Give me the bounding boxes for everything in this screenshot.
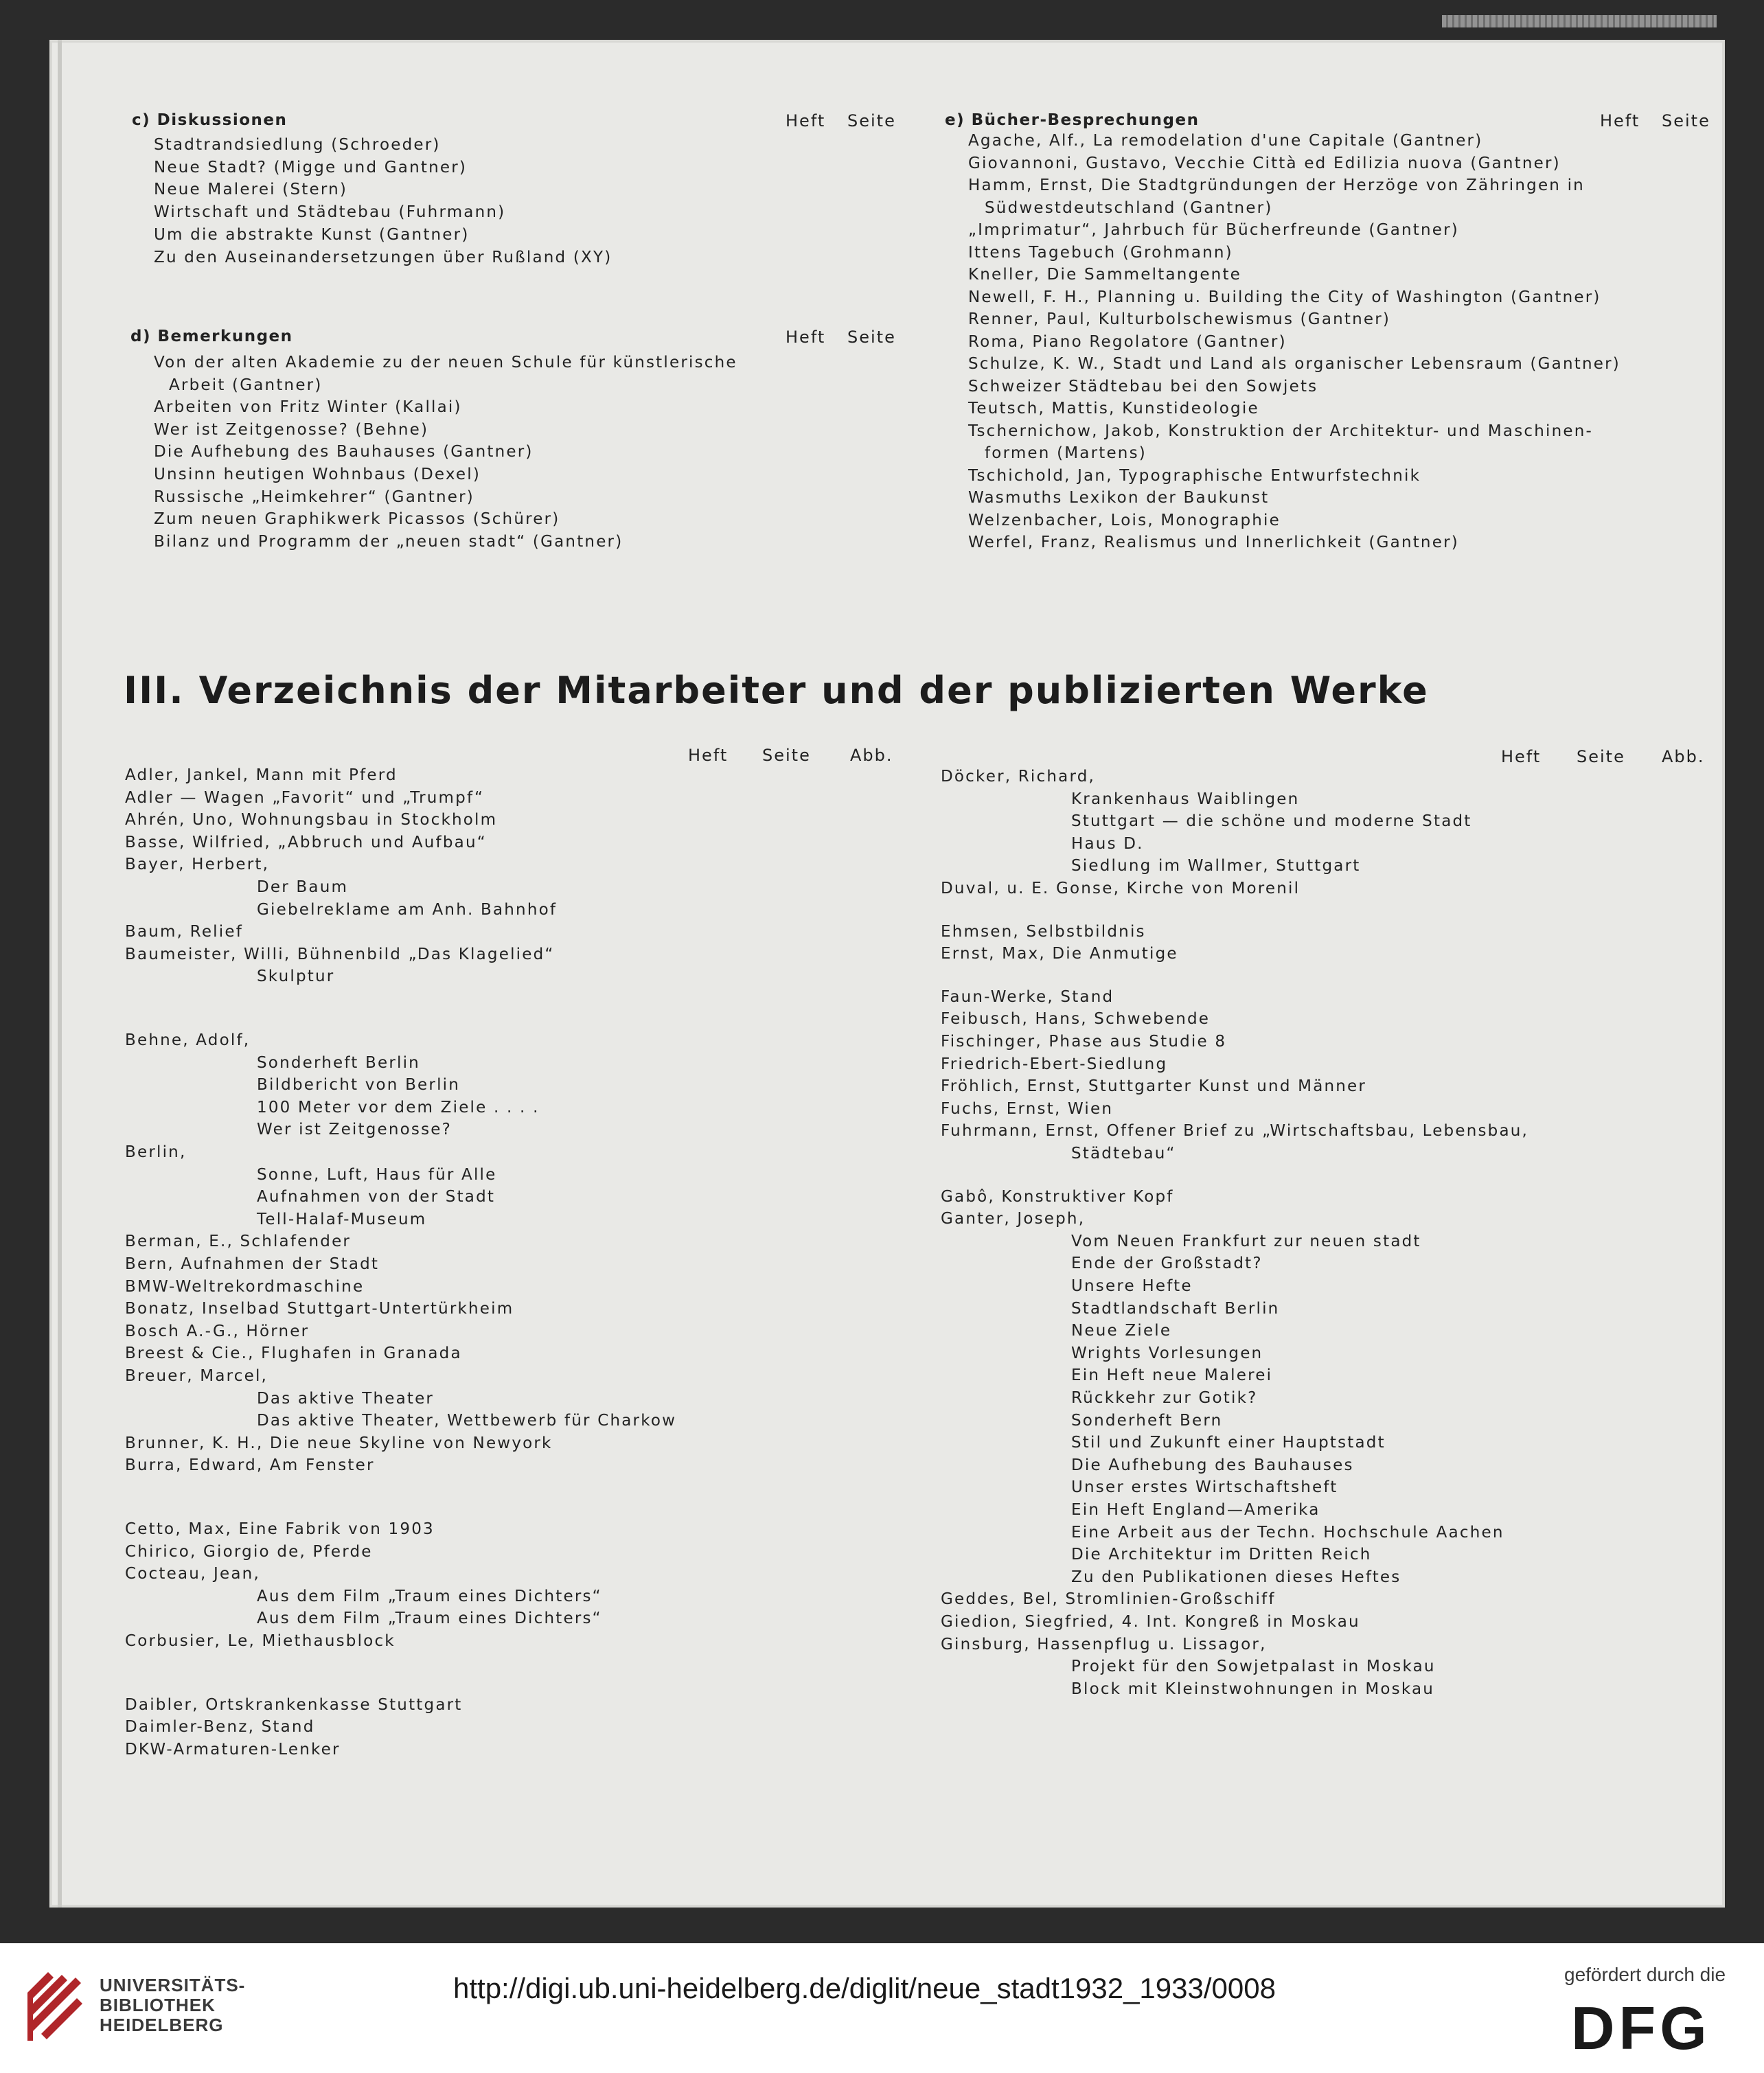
entry-title: Vom Neuen Frankfurt zur neuen stadt	[1071, 1232, 1421, 1250]
entry-title: Teutsch, Mattis, Kunstideologie	[968, 400, 1259, 417]
entry-title: Südwestdeutschland (Gantner)	[985, 198, 1273, 217]
entry-title: Tschernichow, Jakob, Konstruktion der Architektur- und Maschinen-	[968, 422, 1594, 440]
iii-right-abb-header: Abb.	[1662, 747, 1705, 766]
library-name-line-3: HEIDELBERG	[100, 2015, 224, 2035]
entry-title: Ittens Tagebuch (Grohmann)	[968, 243, 1233, 262]
entry-title: Von der alten Akademie zu der neuen Schule für künstlerische	[154, 354, 737, 371]
entry-title: Die Architektur im Dritten Reich	[1071, 1546, 1372, 1564]
entry-title: Adler — Wagen „Favorit“ und „Trumpf“	[125, 788, 485, 807]
entry-title: Stuttgart — die schöne und moderne Stadt	[1071, 812, 1472, 831]
entry-title: Berlin,	[125, 1143, 187, 1161]
entry-title: Aufnahmen von der Stadt	[257, 1188, 496, 1206]
funding-label: gefördert durch die	[1564, 1964, 1726, 1985]
section-e-heft-header: Heft	[1600, 111, 1640, 130]
entry-title: Fischinger, Phase aus Studie 8	[941, 1033, 1227, 1051]
entry-title: Breuer, Marcel,	[125, 1367, 268, 1385]
entry-title: Friedrich-Ebert-Siedlung	[941, 1055, 1168, 1073]
entry-title: Agache, Alf., La remodelation d'une Capitale (Gantner)	[968, 132, 1483, 150]
entry-title: Unsere Hefte	[1071, 1277, 1193, 1295]
entry-title: Roma, Piano Regolatore (Gantner)	[968, 332, 1287, 351]
entry-title: Werfel, Franz, Realismus und Innerlichkeit (Gantner)	[968, 534, 1459, 551]
entry-title: Breest & Cie., Flughafen in Granada	[125, 1344, 462, 1363]
entry-title: Corbusier, Le, Miethausblock	[125, 1632, 396, 1650]
entry-title: Brunner, K. H., Die neue Skyline von Newyork	[125, 1434, 553, 1452]
entry-title: Sonne, Luft, Haus für Alle	[257, 1165, 497, 1184]
entry-title: Hamm, Ernst, Die Stadtgründungen der Herzöge von Zähringen in	[968, 176, 1585, 194]
entry-title: Rückkehr zur Gotik?	[1071, 1389, 1258, 1407]
section-d-heft-header: Heft	[786, 328, 826, 347]
entry-title: Wer ist Zeitgenosse?	[257, 1121, 453, 1139]
library-name-line-1: UNIVERSITÄTS-	[100, 1975, 246, 1995]
entry-title: 100 Meter vor dem Ziele . . . .	[257, 1098, 540, 1116]
entry-title: Basse, Wilfried, „Abbruch und Aufbau“	[125, 833, 487, 851]
section-e-seite-header: Seite	[1662, 111, 1710, 130]
entry-title: Die Aufhebung des Bauhauses (Gantner)	[154, 443, 534, 461]
entry-title: Zum neuen Graphikwerk Picassos (Schürer)	[154, 510, 560, 529]
entry-title: Um die abstrakte Kunst (Gantner)	[154, 225, 470, 244]
entry-title: Aus dem Film „Traum eines Dichters“	[257, 1587, 602, 1605]
entry-title: Cocteau, Jean,	[125, 1565, 260, 1583]
entry-title: Unser erstes Wirtschaftsheft	[1071, 1478, 1338, 1497]
entry-title: Wasmuths Lexikon der Baukunst	[968, 489, 1270, 507]
entry-title: Ahrén, Uno, Wohnungsbau in Stockholm	[125, 811, 498, 829]
entry-title: Ein Heft neue Malerei	[1071, 1366, 1273, 1385]
entry-title: Tell-Halaf-Museum	[257, 1210, 427, 1228]
entry-title: Döcker, Richard,	[941, 768, 1096, 786]
entry-title: Krankenhaus Waiblingen	[1071, 790, 1300, 808]
entry-title: Renner, Paul, Kulturbolschewismus (Gantner)	[968, 310, 1391, 328]
section-d-seite-header: Seite	[847, 328, 896, 347]
entry-title: Ein Heft England—Amerika	[1071, 1501, 1320, 1519]
entry-title: Stadtlandschaft Berlin	[1071, 1299, 1280, 1318]
entry-title: Cetto, Max, Eine Fabrik von 1903	[125, 1520, 435, 1538]
entry-title: Bilanz und Programm der „neuen stadt“ (Gantner)	[154, 532, 623, 551]
iii-right-heft-header: Heft	[1501, 747, 1542, 766]
section-iii-title: III. Verzeichnis der Mitarbeiter und der publizierten Werke	[124, 669, 1429, 712]
section-e-title: e) Bücher-Besprechungen	[945, 111, 1200, 129]
entry-title: Haus D.	[1071, 834, 1144, 853]
entry-title: Geddes, Bel, Stromlinien-Großschiff	[941, 1590, 1276, 1609]
entry-title: Kneller, Die Sammeltangente	[968, 266, 1242, 284]
iii-left-abb-header: Abb.	[850, 746, 893, 765]
entry-title: DKW-Armaturen-Lenker	[125, 1740, 341, 1759]
section-c-seite-header: Seite	[847, 111, 896, 130]
entry-title: Projekt für den Sowjetpalast in Moskau	[1071, 1658, 1436, 1676]
entry-title: Arbeit (Gantner)	[169, 376, 323, 394]
entry-title: Sonderheft Berlin	[257, 1053, 420, 1072]
entry-title: Die Aufhebung des Bauhauses	[1071, 1456, 1354, 1474]
entry-title: Schweizer Städtebau bei den Sowjets	[968, 377, 1318, 396]
entry-title: Zu den Auseinandersetzungen über Rußland (XY)	[154, 248, 612, 266]
entry-title: Ende der Großstadt?	[1071, 1255, 1263, 1273]
page-edge	[58, 40, 62, 1908]
entry-title: Bern, Aufnahmen der Stadt	[125, 1255, 380, 1273]
section-c-heft-header: Heft	[786, 111, 826, 130]
entry-title: Giedion, Siegfried, 4. Int. Kongreß in Moskau	[941, 1613, 1360, 1631]
entry-title: Ginsburg, Hassenpflug u. Lissagor,	[941, 1635, 1267, 1653]
entry-title: Bosch A.-G., Hörner	[125, 1322, 310, 1340]
entry-title: Sonderheft Bern	[1071, 1411, 1223, 1430]
entry-title: Burra, Edward, Am Fenster	[125, 1456, 375, 1475]
entry-title: Ganter, Joseph,	[941, 1210, 1086, 1228]
entry-title: Adler, Jankel, Mann mit Pferd	[125, 766, 398, 784]
university-library-name	[100, 1975, 245, 2035]
entry-title: Neue Malerei (Stern)	[154, 181, 348, 199]
entry-title: Tschichold, Jan, Typographische Entwurfstechnik	[968, 466, 1421, 485]
section-c-title: c) Diskussionen	[132, 111, 288, 129]
entry-title: Das aktive Theater, Wettbewerb für Charkow	[257, 1412, 677, 1430]
entry-title: Ernst, Max, Die Anmutige	[941, 945, 1178, 963]
library-name-line-2: BIBLIOTHEK	[100, 1995, 216, 2015]
entry-title: Skulptur	[257, 967, 335, 986]
entry-title: Der Baum	[257, 878, 349, 896]
entry-title: Feibusch, Hans, Schwebende	[941, 1010, 1211, 1029]
entry-title: Daibler, Ortskrankenkasse Stuttgart	[125, 1695, 463, 1714]
entry-title: Bonatz, Inselbad Stuttgart-Untertürkheim	[125, 1300, 514, 1318]
entry-title: „Imprimatur“, Jahrbuch für Bücherfreunde (Gantner)	[968, 221, 1459, 239]
entry-title: Neue Stadt? (Migge und Gantner)	[154, 158, 468, 176]
entry-title: Faun-Werke, Stand	[941, 987, 1114, 1006]
entry-title: Wrights Vorlesungen	[1071, 1344, 1263, 1362]
entry-title: Eine Arbeit aus der Techn. Hochschule Aachen	[1071, 1523, 1504, 1542]
entry-title: Newell, F. H., Planning u. Building the City of Washington (Gantner)	[968, 288, 1601, 306]
entry-title: Aus dem Film „Traum eines Dichters“	[257, 1610, 602, 1628]
entry-title: Arbeiten von Fritz Winter (Kallai)	[154, 398, 462, 417]
entry-title: Bayer, Herbert,	[125, 856, 270, 874]
entry-title: Welzenbacher, Lois, Monographie	[968, 511, 1281, 529]
scan-color-strip	[1442, 15, 1717, 27]
entry-title: Giebelreklame am Anh. Bahnhof	[257, 900, 558, 919]
entry-title: Duval, u. E. Gonse, Kirche von Morenil	[941, 880, 1301, 897]
entry-title: Block mit Kleinstwohnungen in Moskau	[1071, 1680, 1435, 1698]
entry-title: Unsinn heutigen Wohnbaus (Dexel)	[154, 466, 481, 483]
entry-title: Ehmsen, Selbstbildnis	[941, 922, 1146, 941]
entry-title: Neue Ziele	[1071, 1322, 1172, 1340]
entry-title: formen (Martens)	[985, 444, 1147, 462]
entry-title: Stadtrandsiedlung (Schroeder)	[154, 136, 441, 154]
entry-title: Russische „Heimkehrer“ (Gantner)	[154, 488, 474, 506]
entry-title: Fröhlich, Ernst, Stuttgarter Kunst und Männer	[941, 1077, 1367, 1096]
iii-left-heft-header: Heft	[688, 746, 729, 765]
entry-title: Wer ist Zeitgenosse? (Behne)	[154, 420, 429, 439]
entry-title: BMW-Weltrekordmaschine	[125, 1277, 365, 1296]
entry-title: Chirico, Giorgio de, Pferde	[125, 1542, 373, 1561]
entry-title: Giovannoni, Gustavo, Vecchie Città ed Edilizia nuova (Gantner)	[968, 154, 1561, 172]
entry-title: Städtebau“	[1071, 1145, 1176, 1163]
entry-title: Schulze, K. W., Stadt und Land als organischer Lebensraum (Gantner)	[968, 355, 1620, 373]
entry-title: Das aktive Theater	[257, 1389, 435, 1408]
dfg-logo: DFG	[1571, 1994, 1711, 2062]
entry-title: Berman, E., Schlafender	[125, 1233, 352, 1251]
entry-title: Behne, Adolf,	[125, 1031, 251, 1049]
entry-title: Zu den Publikationen dieses Heftes	[1071, 1568, 1401, 1586]
entry-title: Daimler-Benz, Stand	[125, 1718, 315, 1737]
entry-title: Bildbericht von Berlin	[257, 1076, 461, 1095]
entry-title: Fuhrmann, Ernst, Offener Brief zu „Wirtschaftsbau, Lebensbau,	[941, 1122, 1529, 1141]
entry-title: Siedlung im Wallmer, Stuttgart	[1071, 857, 1361, 875]
entry-title: Baum, Relief	[125, 923, 244, 941]
entry-title: Gabô, Konstruktiver Kopf	[941, 1187, 1174, 1206]
section-d-title: d) Bemerkungen	[130, 328, 293, 345]
entry-title: Fuchs, Ernst, Wien	[941, 1099, 1114, 1118]
entry-title: Stil und Zukunft einer Hauptstadt	[1071, 1434, 1386, 1452]
entry-title: Baumeister, Willi, Bühnenbild „Das Klagelied“	[125, 945, 555, 963]
permalink-url[interactable]: http://digi.ub.uni-heidelberg.de/diglit/neue_stadt1932_1933/0008	[453, 1972, 1276, 2004]
iii-left-seite-header: Seite	[762, 746, 811, 765]
entry-title: Wirtschaft und Städtebau (Fuhrmann)	[154, 203, 506, 222]
viewer-footer	[0, 1943, 1764, 2073]
iii-right-seite-header: Seite	[1577, 747, 1625, 766]
university-library-logo-icon	[21, 1965, 82, 2048]
